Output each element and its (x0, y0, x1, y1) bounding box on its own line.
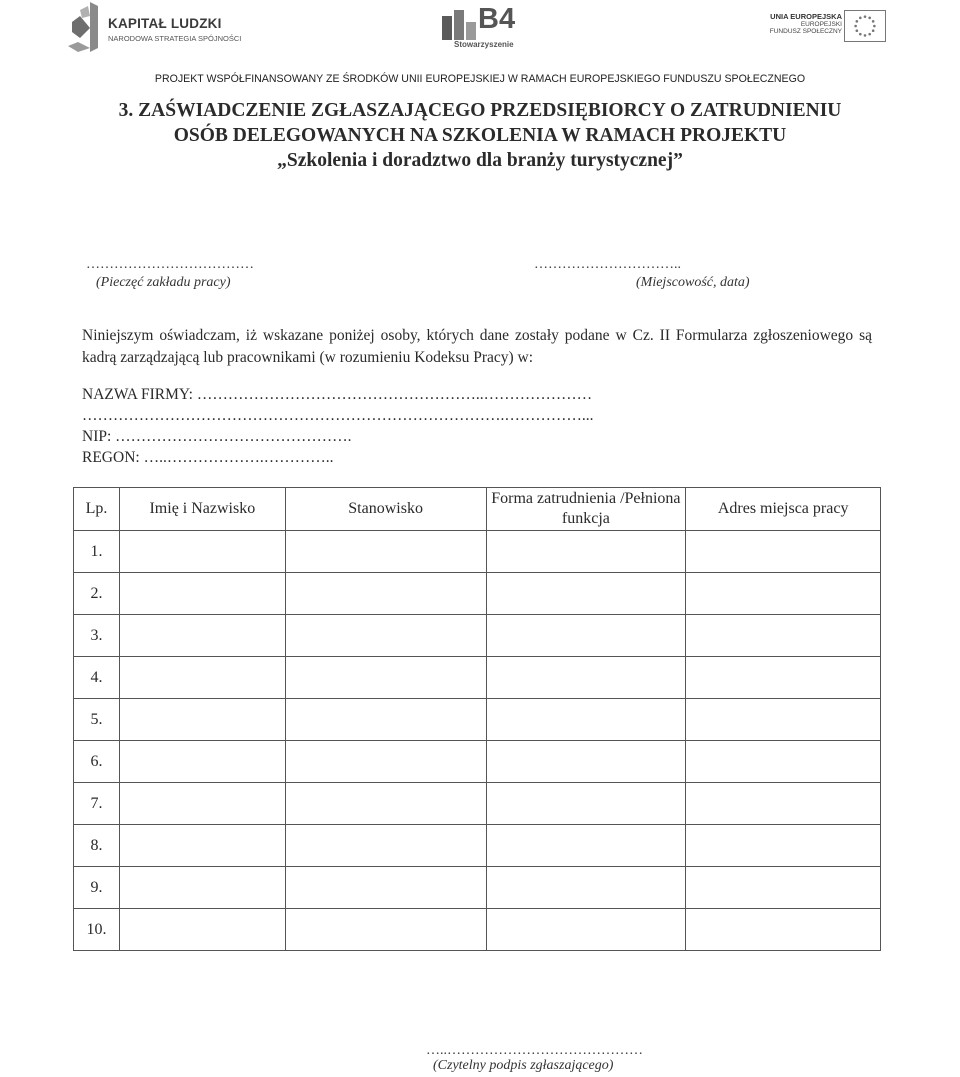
document-title-line-2: OSÓB DELEGOWANYCH NA SZKOLENIA W RAMACH PROJEKTU (173, 125, 787, 146)
table-row (74, 783, 881, 825)
employment-form-cell[interactable] (486, 909, 686, 951)
row-number: 5. (74, 699, 120, 741)
workplace-address-cell[interactable] (686, 825, 881, 867)
name-cell[interactable] (119, 573, 285, 615)
row-number: 9. (74, 867, 120, 909)
stamp-dotted-line[interactable]: ……………………………… (86, 257, 254, 272)
b4-mark-icon (442, 8, 476, 42)
table-row (74, 867, 881, 909)
employment-form-cell[interactable] (486, 825, 686, 867)
workplace-address-cell[interactable] (686, 699, 881, 741)
row-number: 6. (74, 741, 120, 783)
signature-caption: (Czytelny podpis zgłaszającego) (433, 1058, 614, 1073)
col-header-name: Imię i Nazwisko (119, 488, 285, 531)
position-cell[interactable] (285, 657, 486, 699)
regon-field[interactable]: REGON: …..……………….………….. (82, 449, 334, 466)
stamp-caption: (Pieczęć zakładu pracy) (96, 275, 231, 290)
name-cell[interactable] (119, 615, 285, 657)
place-date-caption: (Miejscowość, data) (636, 275, 750, 290)
row-number: 10. (74, 909, 120, 951)
col-header-employment-form: Forma zatrudnienia /Pełniona funkcja (486, 488, 686, 531)
table-row (74, 909, 881, 951)
workplace-address-cell[interactable] (686, 573, 881, 615)
b4-title: B4 (478, 3, 516, 35)
workplace-address-cell[interactable] (686, 615, 881, 657)
row-number: 3. (74, 615, 120, 657)
position-cell[interactable] (285, 741, 486, 783)
eu-flag-icon (844, 10, 886, 42)
name-cell[interactable] (119, 741, 285, 783)
eu-subtitle-1: EUROPEJSKI (800, 21, 842, 29)
position-cell[interactable] (285, 867, 486, 909)
signature-dotted-line[interactable]: …..…………………………………… (426, 1043, 643, 1058)
table-row (74, 825, 881, 867)
name-cell[interactable] (119, 657, 285, 699)
position-cell[interactable] (285, 783, 486, 825)
employment-form-cell[interactable] (486, 615, 686, 657)
position-cell[interactable] (285, 573, 486, 615)
position-cell[interactable] (285, 615, 486, 657)
workplace-address-cell[interactable] (686, 867, 881, 909)
company-name-field-continuation[interactable]: ……………………………………………………………………….……………... (82, 407, 594, 424)
kapital-ludzki-star-icon (68, 2, 98, 52)
row-number: 1. (74, 531, 120, 573)
eu-title: UNIA EUROPEJSKA (770, 12, 842, 21)
table-row (74, 531, 881, 573)
table-header-row (74, 488, 881, 531)
document-title-project-name: „Szkolenia i doradztwo dla branży turystycznej” (277, 150, 683, 171)
employment-form-cell[interactable] (486, 531, 686, 573)
col-header-workplace-address: Adres miejsca pracy (686, 488, 881, 531)
name-cell[interactable] (119, 825, 285, 867)
employees-table (73, 487, 881, 951)
name-cell[interactable] (119, 699, 285, 741)
workplace-address-cell[interactable] (686, 909, 881, 951)
row-number: 8. (74, 825, 120, 867)
kapital-ludzki-title: KAPITAŁ LUDZKI (108, 16, 222, 31)
name-cell[interactable] (119, 783, 285, 825)
kapital-ludzki-subtitle: NARODOWA STRATEGIA SPÓJNOŚCI (108, 34, 242, 43)
company-name-field[interactable]: NAZWA FIRMY: ………………………………………………..………………… (82, 386, 593, 403)
employment-form-cell[interactable] (486, 741, 686, 783)
nip-field[interactable]: NIP: ………………………………………. (82, 428, 352, 445)
b4-subtitle: Stowarzyszenie (454, 40, 514, 49)
workplace-address-cell[interactable] (686, 531, 881, 573)
workplace-address-cell[interactable] (686, 783, 881, 825)
employment-form-cell[interactable] (486, 657, 686, 699)
row-number: 7. (74, 783, 120, 825)
name-cell[interactable] (119, 909, 285, 951)
employment-form-cell[interactable] (486, 867, 686, 909)
eu-logo (770, 10, 888, 46)
document-title-line-1: 3. ZAŚWIADCZENIE ZGŁASZAJĄCEGO PRZEDSIĘBIORCY O ZATRUDNIENIU (118, 100, 842, 121)
employment-form-cell[interactable] (486, 699, 686, 741)
eu-subtitle-2: FUNDUSZ SPOŁECZNY (769, 28, 842, 36)
table-row (74, 741, 881, 783)
name-cell[interactable] (119, 867, 285, 909)
b4-logo (440, 3, 520, 49)
kapital-ludzki-logo (68, 2, 242, 54)
col-header-position: Stanowisko (285, 488, 486, 531)
row-number: 2. (74, 573, 120, 615)
project-cofinancing-line: PROJEKT WSPÓŁFINANSOWANY ZE ŚRODKÓW UNII EUROPEJSKIEJ W RAMACH EUROPEJSKIEGO FUNDUSZU SPOŁECZNEGO (154, 73, 806, 85)
position-cell[interactable] (285, 825, 486, 867)
employment-form-cell[interactable] (486, 783, 686, 825)
position-cell[interactable] (285, 531, 486, 573)
table-row (74, 573, 881, 615)
statement-paragraph: Niniejszym oświadczam, iż wskazane poniżej osoby, których dane zostały podane w Cz. II Formularza zgłoszeniowego są kadrą zarządzającą lub pracownikami (w rozumieniu Kodeksu Pracy) w: (82, 327, 872, 366)
col-header-lp: Lp. (74, 488, 120, 531)
workplace-address-cell[interactable] (686, 741, 881, 783)
name-cell[interactable] (119, 531, 285, 573)
row-number: 4. (74, 657, 120, 699)
employment-form-cell[interactable] (486, 573, 686, 615)
table-row (74, 699, 881, 741)
place-date-dotted-line[interactable]: ………………………….. (534, 257, 681, 272)
table-row (74, 615, 881, 657)
workplace-address-cell[interactable] (686, 657, 881, 699)
position-cell[interactable] (285, 909, 486, 951)
table-row (74, 657, 881, 699)
position-cell[interactable] (285, 699, 486, 741)
